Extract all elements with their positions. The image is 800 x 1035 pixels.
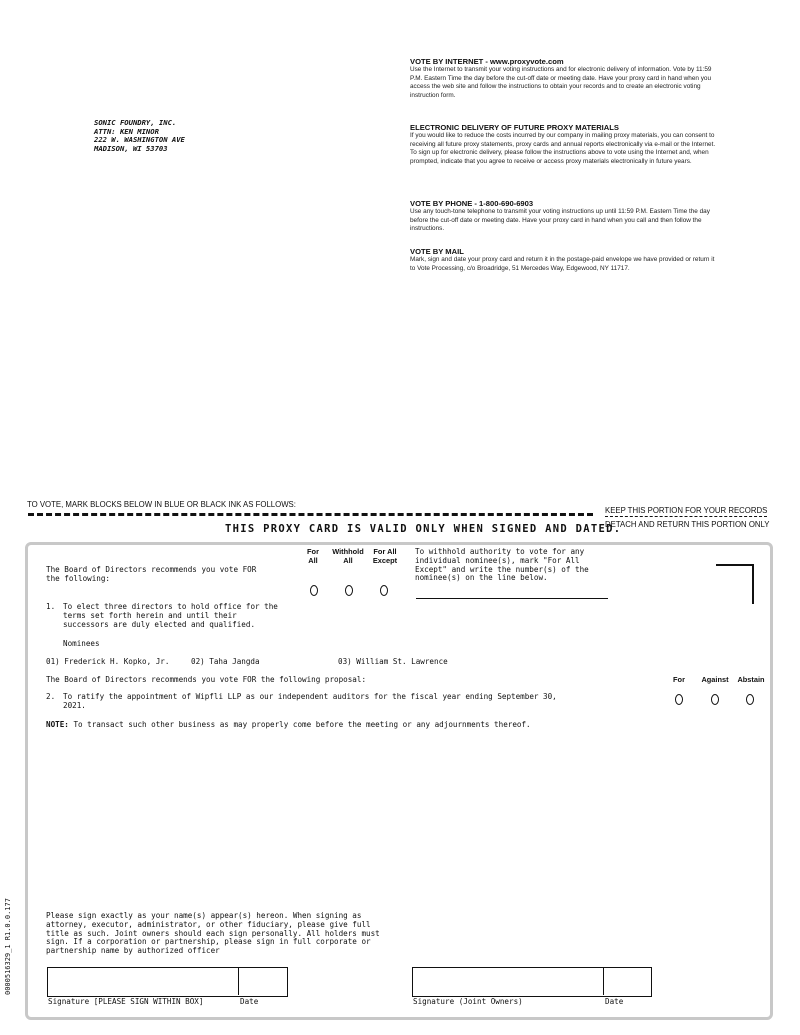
note-text: To transact such other business as may properly come before the meeting or any adjournments thereof. — [73, 720, 531, 729]
nominees-label: Nominees — [63, 639, 100, 648]
vote-by-mail-body: Mark, sign and date your proxy card and return it in the postage-paid envelope we have provided or return it to Vote Processing, c/o Broadridge, 51 Mercedes Way, Edgewood, NY 11717. — [410, 256, 715, 272]
nominee-exception-line[interactable] — [416, 598, 608, 599]
proposal2-against-oval[interactable] — [711, 694, 719, 705]
joint-signature-date-divider — [603, 967, 604, 995]
joint-signature-label: Signature (Joint Owners) — [413, 997, 523, 1006]
vote-by-internet-section — [410, 57, 720, 100]
corner-mark — [716, 564, 754, 604]
col-abstain: Abstain — [737, 675, 765, 684]
signature-instructions: Please sign exactly as your name(s) appear(s) hereon. When signing as attorney, executor, administrator, or other fiduciary, please give full title as such. Joint owners should each sign personally. All holders must sign. If a corporation or partnership, please sign in full corporate or partnership name by authorized officer — [46, 911, 380, 956]
nominee-1: 01) Frederick H. Kopko, Jr. — [46, 657, 170, 666]
for-all-oval[interactable] — [310, 585, 318, 596]
electronic-delivery-title: ELECTRONIC DELIVERY OF FUTURE PROXY MATERIALS — [410, 123, 619, 132]
col-for-all-except: For All Except — [372, 547, 398, 565]
signature-box[interactable] — [47, 967, 288, 997]
proposal2-item-text: To ratify the appointment of Wipfli LLP as our independent auditors for the fiscal year ending September 30, 2021. — [63, 692, 557, 710]
joint-signature-box[interactable] — [412, 967, 652, 997]
col-withhold-all: Withhold All — [332, 547, 364, 565]
proposal2-abstain-oval[interactable] — [746, 694, 754, 705]
withhold-instructions: To withhold authority to vote for any individual nominee(s), mark "For All Except" and write the number(s) of the nominee(s) on the line below. — [415, 547, 589, 583]
nominee-2: 02) Taha Jangda — [191, 657, 260, 666]
vote-by-phone-section — [410, 199, 720, 234]
vote-by-internet-title: VOTE BY INTERNET - www.proxyvote.com — [410, 57, 564, 66]
vote-by-mail-section — [410, 247, 720, 273]
proposal1-board-recommendation: The Board of Directors recommends you vote FOR the following: — [46, 565, 257, 583]
for-all-except-oval[interactable] — [380, 585, 388, 596]
col-for-all: For All — [307, 547, 319, 565]
detach-return-text: DETACH AND RETURN THIS PORTION ONLY — [605, 520, 770, 529]
proposal2-board-recommendation: The Board of Directors recommends you vote FOR the following proposal: — [46, 675, 367, 684]
electronic-delivery-section — [410, 123, 720, 166]
nominee-3: 03) William St. Lawrence — [338, 657, 448, 666]
detach-line — [28, 513, 593, 516]
document-id: 0000516329_1 R1.0.0.177 — [4, 898, 12, 995]
valid-notice: THIS PROXY CARD IS VALID ONLY WHEN SIGNED AND DATED. — [225, 523, 622, 535]
note-label: NOTE: — [46, 720, 69, 729]
proposal2-for-oval[interactable] — [675, 694, 683, 705]
note — [46, 721, 531, 730]
col-against: Against — [701, 675, 729, 684]
proposal2-item-number: 2. — [46, 692, 56, 701]
vote-by-mail-title: VOTE BY MAIL — [410, 247, 464, 256]
col-for: For — [673, 675, 685, 684]
keep-portion-text: KEEP THIS PORTION FOR YOUR RECORDS — [605, 506, 768, 515]
mark-instruction: TO VOTE, MARK BLOCKS BELOW IN BLUE OR BLACK INK AS FOLLOWS: — [27, 500, 296, 509]
signature-label: Signature [PLEASE SIGN WITHIN BOX] — [48, 997, 204, 1006]
signature-date-divider — [238, 967, 239, 995]
vote-by-internet-body: Use the Internet to transmit your voting instructions and for electronic delivery of information. Vote by 11:59 P.M. Eastern Time the day before the cut-off date or meeting date. Have your proxy card in hand when you access the web site and follow the instructions to obtain your records and to create an electronic voting instruction form. — [410, 66, 712, 99]
proposal1-item-text: To elect three directors to hold office for the terms set forth herein and until their successors are duly elected and qualified. — [63, 602, 278, 629]
vote-by-phone-body: Use any touch-tone telephone to transmit your voting instructions up until 11:59 P.M. Eastern Time the day before the cut-off date or meeting date. Have your proxy card in hand when you call and then follow the instructions. — [410, 208, 710, 233]
proposal1-item-number: 1. — [46, 602, 56, 611]
vote-by-phone-title: VOTE BY PHONE - 1-800-690-6903 — [410, 199, 534, 208]
signature-date-label: Date — [240, 997, 259, 1006]
joint-signature-date-label: Date — [605, 997, 624, 1006]
electronic-delivery-body: If you would like to reduce the costs incurred by our company in mailing proxy materials, you can consent to receiving all future proxy statements, proxy cards and annual reports electronically via e-mail or the Internet. To sign up for electronic delivery, please follow the instructions above to vote using the Internet and, when prompted, indicate that you agree to receive or access proxy materials electronically in future years. — [410, 132, 716, 165]
withhold-all-oval[interactable] — [345, 585, 353, 596]
mailing-address: SONIC FOUNDRY, INC. ATTN: KEN MINOR 222 W. WASHINGTON AVE MADISON, WI 53703 — [94, 118, 185, 153]
